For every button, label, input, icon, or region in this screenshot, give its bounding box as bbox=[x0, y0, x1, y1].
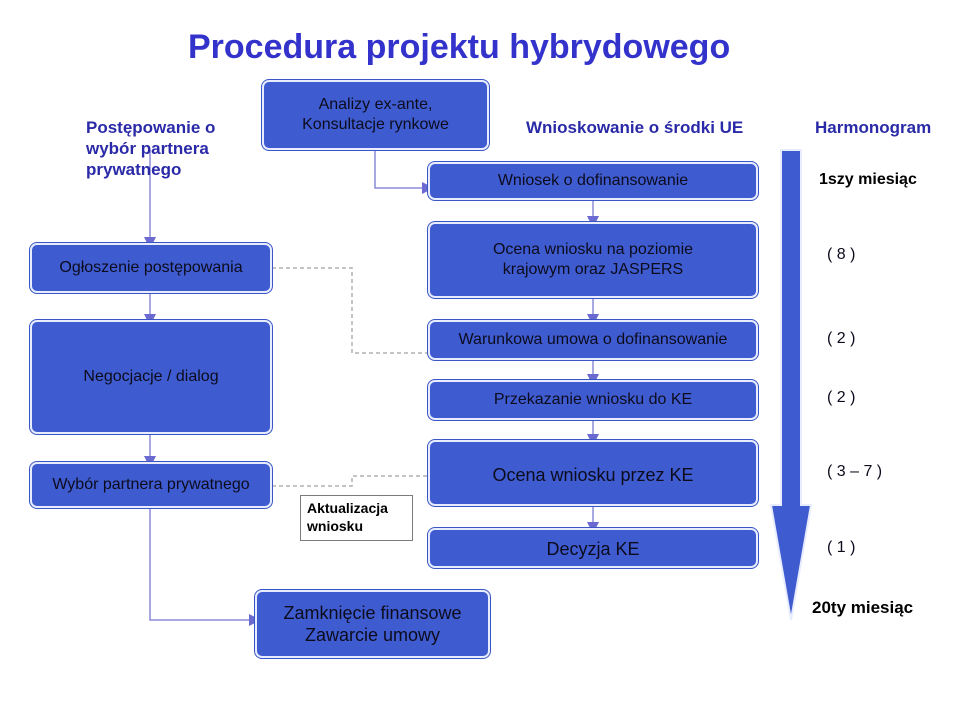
update-application-box[interactable] bbox=[300, 495, 413, 541]
timeline-arrow bbox=[771, 150, 811, 620]
ke-decision-box[interactable]: Decyzja KE bbox=[428, 528, 758, 568]
analysis-box[interactable] bbox=[262, 80, 489, 150]
ke-evaluation-box[interactable]: Ocena wniosku przez KE bbox=[428, 440, 758, 506]
analysis-line-2: Konsultacje rynkowe bbox=[302, 116, 449, 133]
timeline-end: 20ty miesiąc bbox=[812, 598, 914, 617]
announcement-box[interactable]: Ogłoszenie postępowania bbox=[30, 243, 272, 293]
transfer-box[interactable]: Przekazanie wniosku do KE bbox=[428, 380, 758, 420]
duration-conditional: ( 2 ) bbox=[827, 330, 856, 347]
connector-announcement-to-conditional bbox=[272, 268, 428, 353]
eu-funds-label: Wnioskowanie o środki UE bbox=[526, 118, 744, 137]
negotiation-box[interactable]: Negocjacje / dialog bbox=[30, 320, 272, 434]
duration-ke-eval: ( 3 – 7 ) bbox=[827, 463, 883, 480]
analysis-line-1: Analizy ex-ante, bbox=[318, 96, 433, 113]
application-box[interactable]: Wniosek o dofinansowanie bbox=[428, 162, 758, 200]
update-line-1: Aktualizacja bbox=[307, 500, 388, 516]
closing-line-2: Zawarcie umowy bbox=[304, 625, 441, 645]
connector-partner-to-ke-eval bbox=[272, 476, 428, 486]
conditional-agreement-box[interactable]: Warunkowa umowa o dofinansowanie bbox=[428, 320, 758, 360]
page-title: Procedura projektu hybrydowego bbox=[188, 28, 731, 66]
timeline-start: 1szy miesiąc bbox=[819, 171, 917, 188]
duration-eval: ( 8 ) bbox=[827, 246, 856, 263]
duration-transfer: ( 2 ) bbox=[827, 389, 856, 406]
duration-decision: ( 1 ) bbox=[827, 539, 856, 556]
partner-selection-box[interactable]: Wybór partnera prywatnego bbox=[30, 462, 272, 508]
update-line-2: wniosku bbox=[307, 518, 364, 534]
schedule-label: Harmonogram bbox=[815, 118, 932, 137]
connector-partner-to-closing bbox=[150, 508, 255, 620]
national-evaluation-box[interactable] bbox=[428, 222, 758, 298]
closing-box[interactable] bbox=[255, 590, 490, 658]
national-eval-line-2: krajowym oraz JASPERS bbox=[502, 261, 684, 278]
closing-line-1: Zamknięcie finansowe bbox=[283, 603, 462, 623]
procedure-label: Postępowanie o wybór partnera prywatnego bbox=[86, 118, 216, 179]
connector-analysis-to-application bbox=[375, 150, 428, 188]
national-eval-line-1: Ocena wniosku na poziomie bbox=[492, 241, 694, 258]
